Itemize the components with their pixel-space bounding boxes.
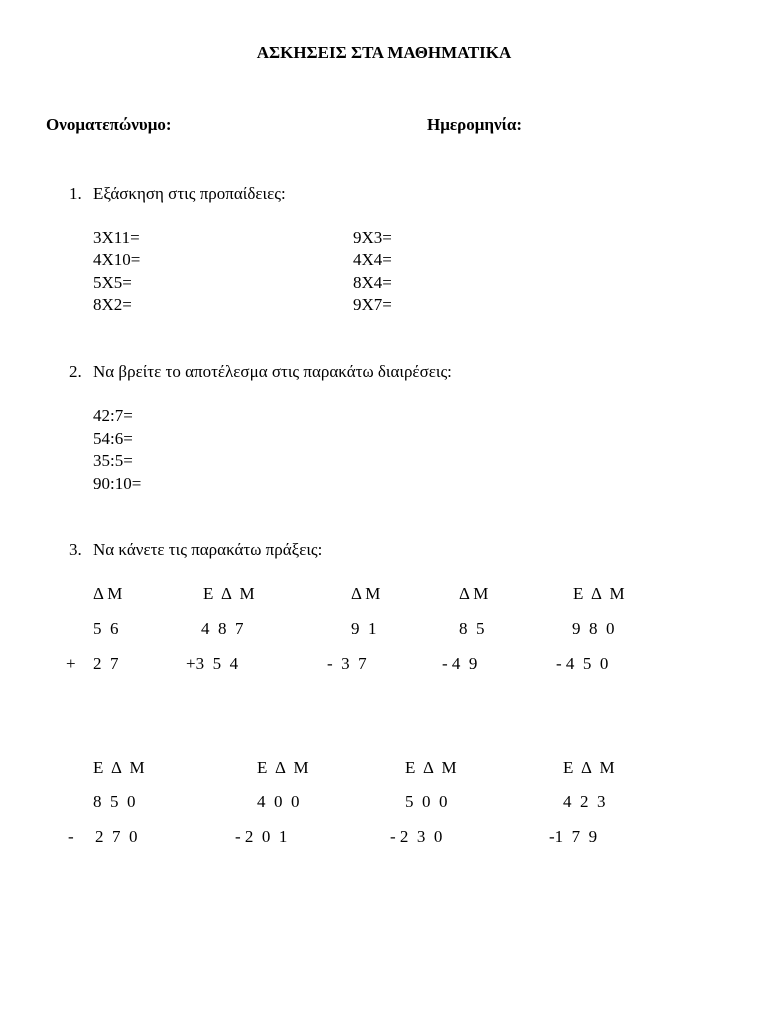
multiplication-item: 9Χ3= [353,228,392,247]
bottom-number: -1 7 9 [549,827,598,846]
top-number: 9 1 [351,619,377,638]
exercise-number: 2. [69,362,82,381]
place-value-header: Ε Δ Μ [257,758,309,777]
top-number: 4 8 7 [201,619,244,638]
multiplication-item: 4Χ10= [93,250,141,269]
top-number: 5 6 [93,619,119,638]
place-value-header: Ε Δ Μ [203,584,255,603]
name-label: Ονοματεπώνυμο: [46,115,172,134]
place-value-header: Δ Μ [351,584,381,603]
operator-sign: + [66,654,76,673]
exercise-prompt: Να κάνετε τις παρακάτω πράξεις: [93,540,323,559]
top-number: 4 2 3 [563,792,606,811]
top-number: 5 0 0 [405,792,448,811]
exercise-prompt: Να βρείτε το αποτέλεσμα στις παρακάτω διαιρέσεις: [93,362,452,381]
date-label: Ημερομηνία: [427,115,523,134]
multiplication-item: 9Χ7= [353,295,392,314]
bottom-number: - 4 9 [442,654,478,673]
place-value-header: Δ Μ [459,584,489,603]
division-item: 42:7= [93,406,133,425]
place-value-header: Ε Δ Μ [405,758,457,777]
multiplication-item: 4Χ4= [353,250,392,269]
place-value-header: Ε Δ Μ [93,758,145,777]
multiplication-item: 8Χ4= [353,273,392,292]
division-item: 54:6= [93,429,133,448]
operator-sign: - [68,827,74,846]
top-number: 4 0 0 [257,792,300,811]
bottom-number: - 3 7 [327,654,367,673]
top-number: 8 5 0 [93,792,136,811]
top-number: 8 5 [459,619,485,638]
page-title: ΑΣΚΗΣΕΙΣ ΣΤΑ ΜΑΘΗΜΑΤΙΚΑ [256,43,512,62]
multiplication-item: 3Χ11= [93,228,140,247]
bottom-number: +3 5 4 [186,654,239,673]
place-value-header: Δ Μ [93,584,123,603]
exercise-prompt: Εξάσκηση στις προπαίδειες: [93,184,286,203]
bottom-number: - 2 3 0 [390,827,443,846]
division-item: 35:5= [93,451,133,470]
division-item: 90:10= [93,474,142,493]
place-value-header: Ε Δ Μ [563,758,615,777]
multiplication-item: 5Χ5= [93,273,132,292]
exercise-number: 3. [69,540,82,559]
bottom-number: 2 7 [93,654,119,673]
bottom-number: - 2 0 1 [235,827,288,846]
bottom-number: 2 7 0 [95,827,138,846]
exercise-number: 1. [69,184,82,203]
place-value-header: Ε Δ Μ [573,584,625,603]
multiplication-item: 8Χ2= [93,295,132,314]
bottom-number: - 4 5 0 [556,654,609,673]
top-number: 9 8 0 [572,619,615,638]
